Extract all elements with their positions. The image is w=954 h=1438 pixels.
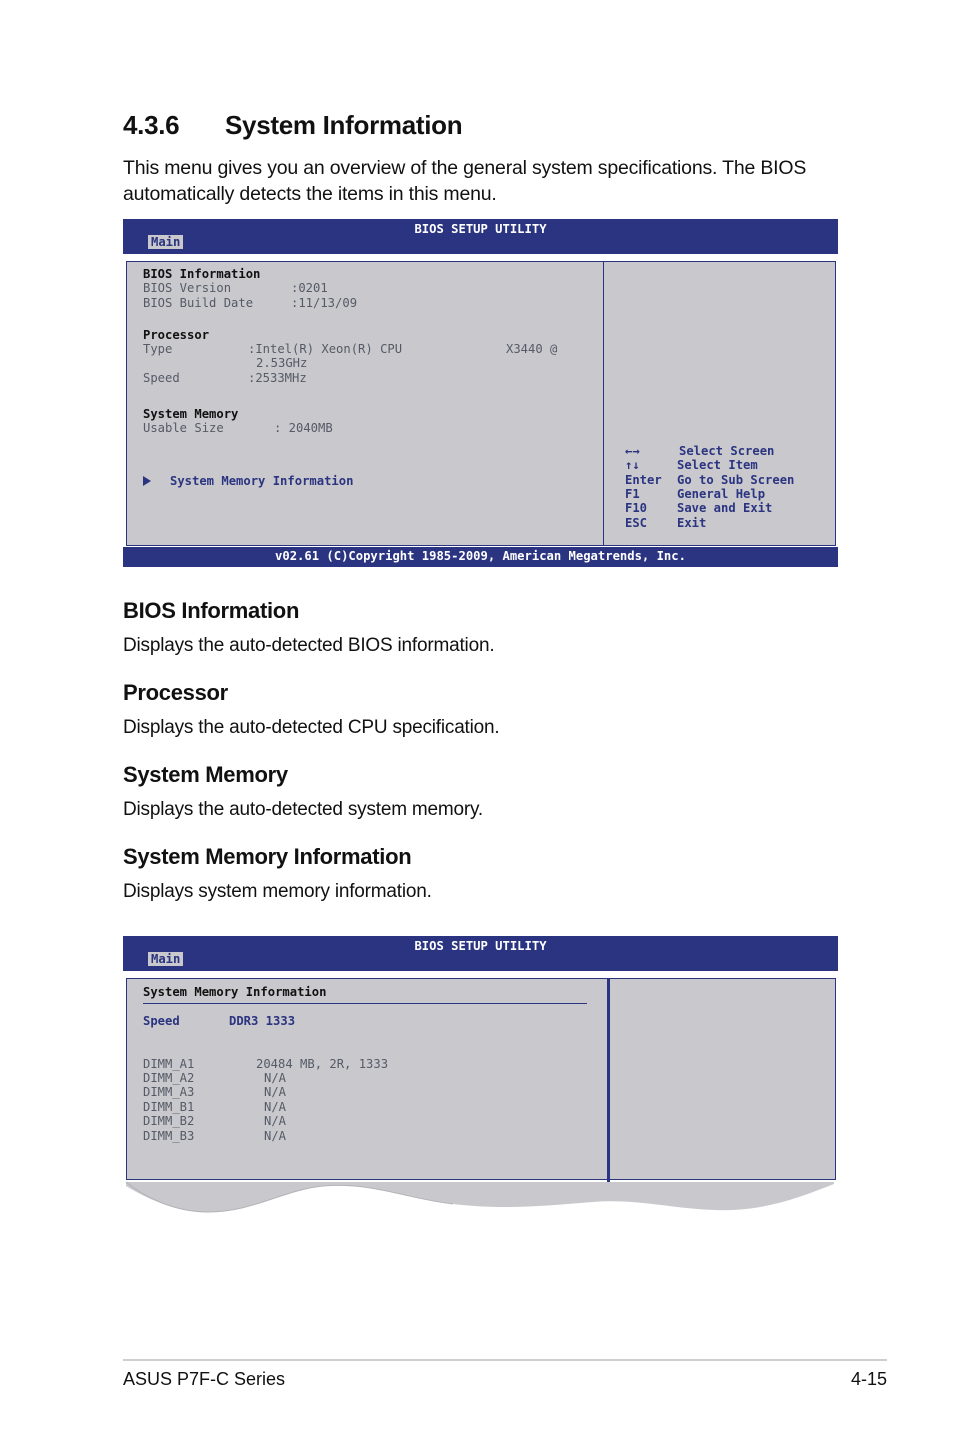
bios-build-label: BIOS Build Date xyxy=(143,296,254,310)
footer-product-name: ASUS P7F-C Series xyxy=(123,1369,286,1389)
help-key-f1: F1 xyxy=(625,487,640,501)
cpu-speed-value: :2533MHz xyxy=(248,371,307,385)
dimm-slot-label: DIMM_B1 xyxy=(143,1100,195,1114)
help-key-esc: ESC xyxy=(625,516,648,530)
cpu-type-value-freq: 2.53GHz xyxy=(256,356,308,370)
cpu-type-value: :Intel(R) Xeon(R) CPU xyxy=(248,342,403,356)
section-title: System Information xyxy=(225,110,463,140)
dimm-slot-value: 20484 MB, 2R, 1333 xyxy=(256,1057,389,1071)
cpu-type-label: Type xyxy=(143,342,173,356)
bios-info-heading: BIOS Information xyxy=(143,267,261,281)
dimm-slot-value: N/A xyxy=(264,1085,287,1099)
dimm-slot-label: DIMM_B3 xyxy=(143,1129,195,1143)
dimm-slot-value: N/A xyxy=(264,1100,287,1114)
desc-system-memory-information: Displays system memory information. xyxy=(123,881,432,902)
memory-info-heading: System Memory Information xyxy=(143,985,327,999)
dimm-slot-value: N/A xyxy=(264,1114,287,1128)
footer-page-number: 4-15 xyxy=(850,1369,887,1389)
desc-bios-information: Displays the auto-detected BIOS information. xyxy=(123,635,495,656)
heading-system-memory-information: System Memory Information xyxy=(123,844,412,869)
bios-header-title: BIOS SETUP UTILITY xyxy=(414,939,547,953)
heading-system-memory: System Memory xyxy=(123,762,288,787)
usable-size-label: Usable Size xyxy=(143,421,224,435)
dimm-slot-label: DIMM_A2 xyxy=(143,1071,195,1085)
bios-right-panel xyxy=(609,978,836,1180)
section-number: 4.3.6 xyxy=(123,110,180,140)
bios-version-label: BIOS Version xyxy=(143,281,232,295)
usable-size-value: : 2040MB xyxy=(274,421,333,435)
dimm-slot-value: N/A xyxy=(264,1071,287,1085)
help-key-f10: F10 xyxy=(625,501,648,515)
tab-main[interactable]: Main xyxy=(148,235,183,249)
help-key-arrows-ud: ↑↓ xyxy=(625,458,640,472)
dimm-slot-label: DIMM_B2 xyxy=(143,1114,195,1128)
dimm-slot-value: N/A xyxy=(264,1129,287,1143)
heading-underline xyxy=(143,1003,587,1004)
help-desc-exit: Exit xyxy=(677,516,707,530)
submenu-system-memory-information[interactable]: System Memory Information xyxy=(170,474,354,488)
heading-bios-information: BIOS Information xyxy=(123,598,300,623)
bios-copyright: v02.61 (C)Copyright 1985-2009, American Megatrends, Inc. xyxy=(275,549,686,563)
help-desc-sub-screen: Go to Sub Screen xyxy=(677,473,795,487)
heading-processor: Processor xyxy=(123,680,228,705)
memory-speed-value: DDR3 1333 xyxy=(229,1014,296,1028)
dimm-slot-label: DIMM_A1 xyxy=(143,1057,195,1071)
desc-system-memory: Displays the auto-detected system memory. xyxy=(123,799,483,820)
help-desc-select-item: Select Item xyxy=(677,458,758,472)
section-heading xyxy=(123,110,462,141)
bios-screen-main xyxy=(123,219,838,567)
processor-heading: Processor xyxy=(143,328,210,342)
intro-paragraph: This menu gives you an overview of the general system specifications. The BIOS automatically detects the items in this menu. xyxy=(123,157,807,205)
desc-processor: Displays the auto-detected CPU specification. xyxy=(123,717,500,738)
memory-speed-label: Speed xyxy=(143,1014,180,1028)
submenu-arrow-icon xyxy=(143,476,151,486)
panel-divider xyxy=(607,978,610,1200)
bios-screen-memory-info xyxy=(123,936,838,1216)
dimm-slot-label: DIMM_A3 xyxy=(143,1085,195,1099)
footer-rule xyxy=(123,1359,887,1361)
cpu-speed-label: Speed xyxy=(143,371,180,385)
torn-edge-decoration xyxy=(123,1178,838,1218)
help-desc-general-help: General Help xyxy=(677,487,766,501)
cpu-type-value-model: X3440 @ xyxy=(506,342,558,356)
help-desc-select-screen: Select Screen xyxy=(679,444,775,458)
bios-header-title: BIOS SETUP UTILITY xyxy=(414,222,547,236)
help-key-enter: Enter xyxy=(625,473,662,487)
help-key-arrows-lr: ←→ xyxy=(625,444,640,458)
help-desc-save-exit: Save and Exit xyxy=(677,501,773,515)
bios-left-panel xyxy=(126,978,610,1180)
memory-heading: System Memory xyxy=(143,407,239,421)
bios-version-value: :0201 xyxy=(291,281,328,295)
tab-main[interactable]: Main xyxy=(148,952,183,966)
bios-build-value: :11/13/09 xyxy=(291,296,358,310)
